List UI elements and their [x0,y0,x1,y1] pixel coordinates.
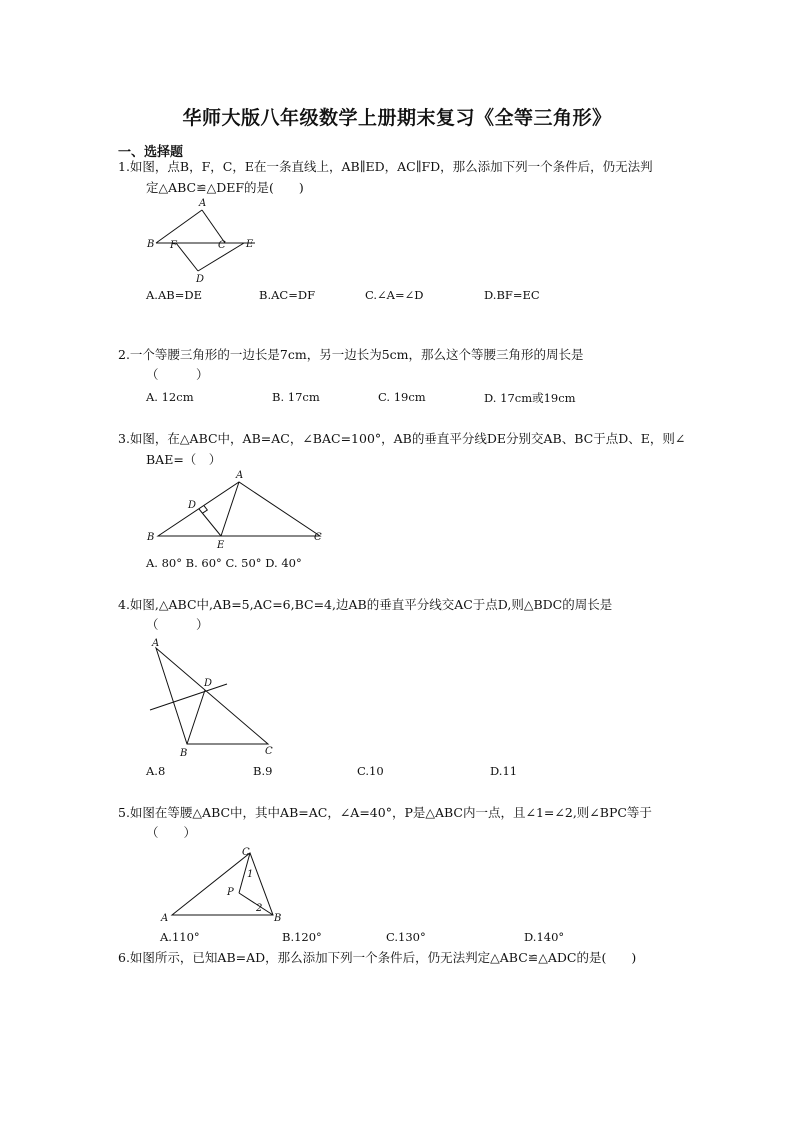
question-3-line-2: BAE=（ ） [146,452,222,467]
question-5-option-d: D.140° [524,930,565,944]
question-5-line-2: （ ） [146,825,197,840]
question-6-line-1: 6.如图所示，已知AB=AD，那么添加下列一个条件后，仍无法判定△ABC≌△ADC的是( ) [118,950,637,965]
label-d: D [204,678,213,689]
segment-ac [202,210,225,243]
label-a: A [161,913,169,924]
label-c: C [218,240,226,251]
question-5-line-1: 5.如图在等腰△ABC中，其中AB=AC，∠A=40°，P是△ABC内一点，且∠1=∠2,则∠BPC等于 [118,805,652,820]
question-1-option-c: C.∠A=∠D [365,288,424,302]
question-1-line-2: 定△ABC≌△DEF的是( ) [146,180,304,195]
label-angle-2: 2 [256,903,263,914]
label-f: F [170,240,177,251]
question-4-option-a: A.8 [146,764,166,778]
question-5-option-a: A.110° [160,930,200,944]
label-c: C [314,532,322,543]
label-angle-1: 1 [247,869,254,880]
question-1-option-b: B.AC=DF [259,288,316,302]
question-4-option-b: B.9 [253,764,273,778]
label-e: E [217,540,225,551]
triangle-abc [156,648,268,744]
question-2-line-1: 2.一个等腰三角形的一边长是7cm，另一边长为5cm，那么这个等腰三角形的周长是 [118,347,584,362]
label-a: A [199,198,207,209]
segment-ab [156,210,202,243]
label-d: D [188,500,197,511]
triangle-abc [158,482,320,536]
label-a: A [236,470,244,481]
question-1-option-a: A.AB=DE [146,288,202,302]
question-4-option-d: D.11 [490,764,518,778]
label-e: E [246,239,254,250]
question-1-option-d: D.BF=EC [484,288,540,302]
question-5-option-b: B.120° [282,930,322,944]
label-d: D [196,274,205,285]
section-heading: 一、选择题 [118,145,184,160]
page-title: 华师大版八年级数学上册期末复习《全等三角形》 [182,107,612,129]
question-2-option-d: D. 17cm或19cm [484,391,576,405]
label-a: A [152,638,160,649]
question-1-figure [140,196,270,286]
question-2-line-2: （ ） [146,367,209,382]
segment-bd [187,690,205,744]
question-4-line-1: 4.如图,△ABC中,AB=5,AC=6,BC=4,边AB的垂直平分线交AC于点D,则△BDC的周长是 [118,597,613,612]
label-c: C [242,847,250,858]
label-b: B [274,913,282,924]
question-2-option-a: A. 12cm [146,390,194,404]
question-2-option-c: C. 19cm [378,390,426,404]
question-5-figure [155,843,285,925]
question-4-line-2: （ ） [146,617,209,632]
question-2-option-b: B. 17cm [272,390,320,404]
question-1-line-1: 1.如图，点B，F，C，E在一条直线上，AB∥ED，AC∥FD，那么添加下列一个条件后，仍无法判 [118,159,653,174]
question-4-figure [140,634,280,760]
question-3-line-1: 3.如图，在△ABC中，AB=AC，∠BAC=100°，AB的垂直平分线DE分别交AB、BC于点D、E，则∠ [118,431,686,446]
question-3-figure [140,468,335,552]
segment-fd [176,243,198,271]
perpendicular-bisector [150,684,227,710]
right-angle-mark [202,506,207,514]
question-3-options: A. 80° B. 60° C. 50° D. 40° [146,556,302,570]
label-b: B [147,532,155,543]
label-b: B [180,748,188,759]
segment-ae [221,482,239,536]
question-5-option-c: C.130° [386,930,426,944]
label-c: C [265,746,273,757]
label-p: P [227,887,234,898]
question-4-option-c: C.10 [357,764,384,778]
label-b: B [147,239,155,250]
